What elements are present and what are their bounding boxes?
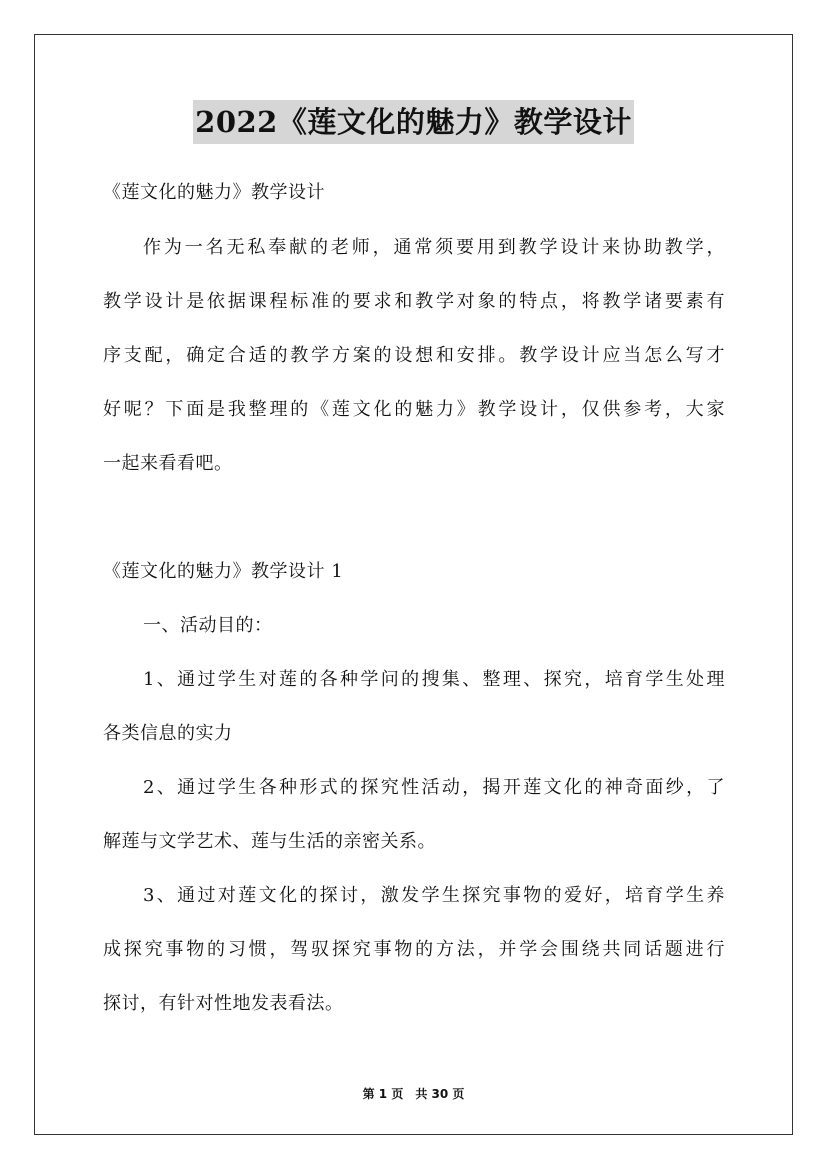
goal-3-line-1: 3、通过对莲文化的探讨，激发学生探究事物的爱好，培育学生养 bbox=[143, 885, 725, 906]
subtitle: 《莲文化的魅力》教学设计 bbox=[103, 182, 325, 203]
goal-1-line-1: 1、通过学生对莲的各种学问的搜集、整理、探究，培育学生处理 bbox=[143, 669, 725, 690]
intro-line-5: 一起来看看吧。 bbox=[103, 453, 233, 474]
section-heading: 《莲文化的魅力》教学设计 1 bbox=[103, 561, 344, 582]
document-title: 2022《莲文化的魅力》教学设计 bbox=[193, 100, 634, 144]
goal-1-line-2: 各类信息的实力 bbox=[103, 723, 233, 744]
activity-heading: 一、活动目的： bbox=[143, 615, 273, 636]
intro-line-2: 教学设计是依据课程标准的要求和教学对象的特点，将教学诸要素有 bbox=[103, 291, 725, 312]
page-footer: 第 1 页 共 30 页 bbox=[362, 1087, 465, 1101]
title-container bbox=[0, 100, 827, 144]
intro-line-1: 作为一名无私奉献的老师，通常须要用到教学设计来协助教学， bbox=[143, 237, 725, 258]
intro-line-4: 好呢？下面是我整理的《莲文化的魅力》教学设计，仅供参考，大家 bbox=[103, 399, 725, 420]
intro-line-3: 序支配，确定合适的教学方案的设想和安排。教学设计应当怎么写才 bbox=[103, 345, 725, 366]
goal-2-line-2: 解莲与文学艺术、莲与生活的亲密关系。 bbox=[103, 831, 436, 852]
goal-2-line-1: 2、通过学生各种形式的探究性活动，揭开莲文化的神奇面纱，了 bbox=[143, 777, 725, 798]
goal-3-line-2: 成探究事物的习惯，驾驭探究事物的方法，并学会围绕共同话题进行 bbox=[103, 939, 725, 960]
goal-3-line-3: 探讨，有针对性地发表看法。 bbox=[103, 993, 344, 1014]
